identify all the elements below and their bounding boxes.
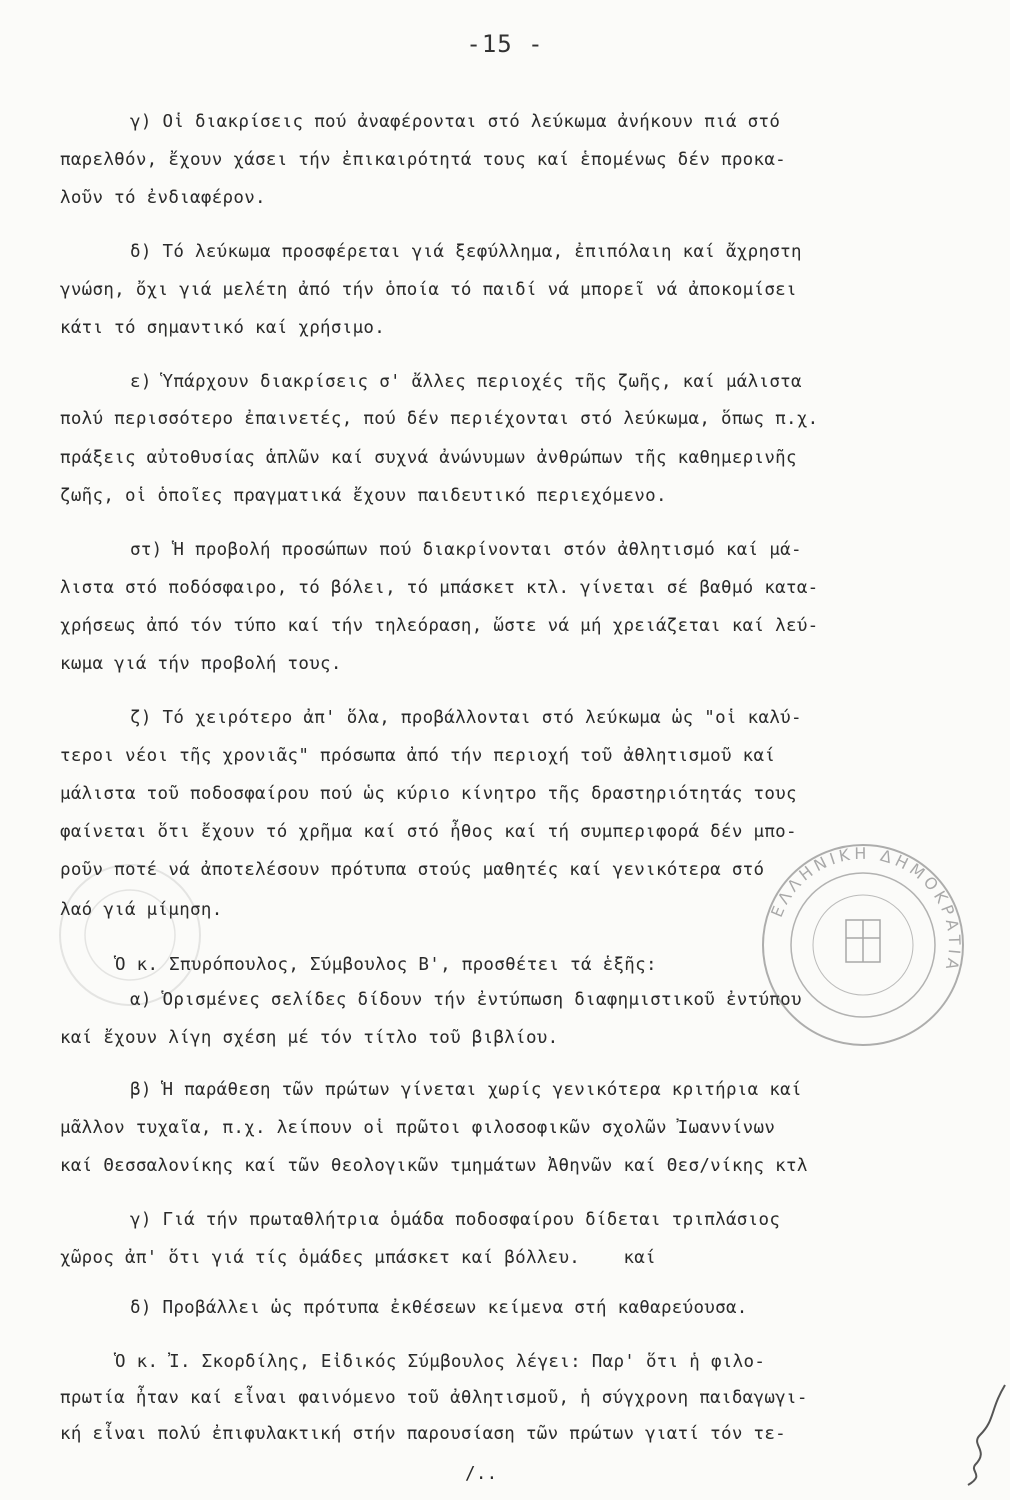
text-line: ζωῆς, οἱ ὁποῖες πραγματικά ἔχουν παιδευτικό περιεχόμενο. xyxy=(60,486,667,506)
official-seal xyxy=(758,840,968,1050)
text-line: παρελθόν, ἔχουν χάσει τήν ἐπικαιρότητά τους καί ἑπομένως δέν προκα- xyxy=(60,150,787,170)
handwritten-signature xyxy=(960,1380,1010,1490)
text-line: λοῦν τό ἐνδιαφέρον. xyxy=(60,188,266,208)
text-line: καί ἔχουν λίγη σχέση μέ τόν τίτλο τοῦ βιβλίου. xyxy=(60,1028,559,1048)
text-line: πράξεις αὐτοθυσίας ἁπλῶν καί συχνά ἀνώνυμων ἀνθρώπων τῆς καθημερινῆς xyxy=(60,448,797,468)
text-line: γνώση, ὄχι γιά μελέτη ἀπό τήν ὁποία τό παιδί νά μπορεῖ νά ἀποκομίσει xyxy=(60,280,797,300)
text-line: β) Ἡ παράθεση τῶν πρώτων γίνεται χωρίς γενικότερα κριτήρια καί xyxy=(130,1080,802,1100)
text-line: πρωτία ἦταν καί εἶναι φαινόμενο τοῦ ἀθλητισμοῦ, ἡ σύγχρονη παιδαγωγι- xyxy=(60,1388,808,1408)
text-line: δ) Τό λεύκωμα προσφέρεται γιά ξεφύλλημα, ἐπιπόλαιη καί ἄχρηστη xyxy=(130,242,802,262)
text-line: λιστα στό ποδόσφαιρο, τό βόλει, τό μπάσκετ κτλ. γίνεται σέ βαθμό κατα- xyxy=(60,578,819,598)
text-line: κωμα γιά τήν προβολή τους. xyxy=(60,654,342,674)
text-line: μάλιστα τοῦ ποδοσφαίρου πού ὡς κύριο κίνητρο τῆς δραστηριότητάς τους xyxy=(60,784,797,804)
text-line: γ) Γιά τήν πρωταθλήτρια ὁμάδα ποδοσφαίρου δίδεται τριπλάσιος xyxy=(130,1210,781,1230)
text-line: κάτι τό σημαντικό καί χρήσιμο. xyxy=(60,318,386,338)
text-line: ζ) Τό χειρότερο ἀπ' ὅλα, προβάλλονται στό λεύκωμα ὡς "οἱ καλύ- xyxy=(130,708,802,728)
text-line: καί Θεσσαλονίκης καί τῶν θεολογικῶν τμημάτων Ἀθηνῶν καί Θεσ/νίκης κτλ xyxy=(60,1156,808,1176)
text-line: χῶρος ἀπ' ὅτι γιά τίς ὁμάδες μπάσκετ καί βόλλευ. καί xyxy=(60,1248,656,1268)
continuation-mark: /.. xyxy=(465,1464,498,1484)
text-line: λαό γιά μίμηση. xyxy=(60,900,223,920)
text-line: ροῦν ποτέ νά ἀποτελέσουν πρότυπα στούς μαθητές καί γενικότερα στό xyxy=(60,860,765,880)
text-line: κή εἶναι πολύ ἐπιφυλακτική στήν παρουσίαση τῶν πρώτων γιατί τόν τε- xyxy=(60,1424,787,1444)
page-number: -15 - xyxy=(466,30,544,58)
text-line: στ) Ἡ προβολή προσώπων πού διακρίνονται στόν ἀθλητισμό καί μά- xyxy=(130,540,802,560)
text-line: χρήσεως ἀπό τόν τύπο καί τήν τηλεόραση, ὥστε νά μή χρειάζεται καί λεύ- xyxy=(60,616,819,636)
text-line: γ) Οἱ διακρίσεις πού ἀναφέρονται στό λεύκωμα ἀνήκουν πιά στό xyxy=(130,112,781,132)
faded-stamp-mark xyxy=(55,860,205,1010)
text-line: Ὁ κ. Σπυρόπουλος, Σύμβουλος Β', προσθέτει τά ἑξῆς: xyxy=(115,955,657,975)
text-line: δ) Προβάλλει ὡς πρότυπα ἐκθέσεων κείμενα στή καθαρεύουσα. xyxy=(130,1298,748,1318)
text-line: πολύ περισσότερο ἐπαινετές, πού δέν περιέχονται στό λεύκωμα, ὅπως π.χ. xyxy=(60,409,819,429)
text-line: τεροι νέοι τῆς χρονιᾶς" πρόσωπα ἀπό τήν περιοχή τοῦ ἀθλητισμοῦ καί xyxy=(60,746,776,766)
text-line: α) Ὁρισμένες σελίδες δίδουν τήν ἐντύπωση διαφημιστικοῦ ἐντύπου xyxy=(130,990,802,1010)
text-line: ε) Ὑπάρχουν διακρίσεις σ' ἄλλες περιοχές τῆς ζωῆς, καί μάλιστα xyxy=(130,372,802,392)
text-line: Ὁ κ. Ἰ. Σκορδίλης, Εἰδικός Σύμβουλος λέγει: Παρ' ὅτι ἡ φιλο- xyxy=(115,1352,766,1372)
seal-text: ΕΛΛΗΝΙΚΗ ΔΗΜΟΚΡΑΤΙΑ xyxy=(767,843,965,976)
text-line: μᾶλλον τυχαῖα, π.χ. λείπουν οἱ πρῶτοι φιλοσοφικῶν σχολῶν Ἰωαννίνων xyxy=(60,1118,776,1138)
text-line: φαίνεται ὅτι ἔχουν τό χρῆμα καί στό ἦθος καί τή συμπεριφορά δέν μπο- xyxy=(60,822,797,842)
